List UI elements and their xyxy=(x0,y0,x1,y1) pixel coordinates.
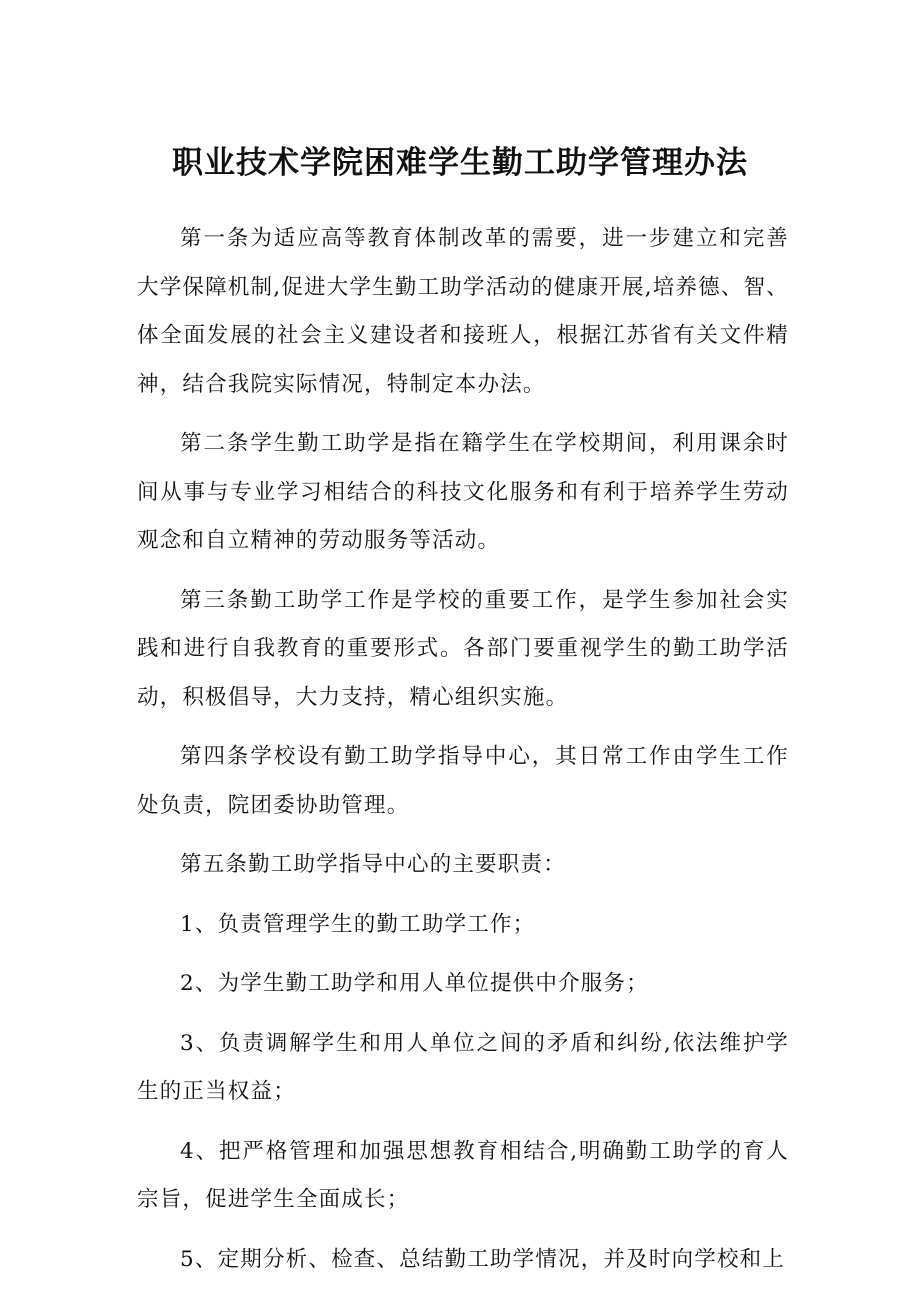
list-item-duty-4: 4、把严格管理和加强思想教育相结合,明确勤工助学的育人宗旨，促进学生全面成长； xyxy=(137,1138,789,1212)
document-title: 职业技术学院困难学生勤工助学管理办法 xyxy=(172,145,748,181)
paragraph-article-1: 第一条为适应高等教育体制改革的需要，进一步建立和完善大学保障机制,促进大学生勤工助学活动的健康开展,培养德、智、体全面发展的社会主义建设者和接班人，根据江苏省有关文件精神，结合我院实际情况，特制定本办法。 xyxy=(137,226,789,397)
list-item-duty-1: 1、负责管理学生的勤工助学工作； xyxy=(180,911,536,937)
list-item-duty-2: 2、为学生勤工助学和用人单位提供中介服务； xyxy=(180,971,649,996)
list-item-duty-3: 3、负责调解学生和用人单位之间的矛盾和纠纷,依法维护学生的正当权益； xyxy=(137,1030,789,1104)
list-item-duty-5: 5、定期分析、检查、总结勤工助学情况，并及时向学校和上 xyxy=(180,1246,786,1272)
paragraph-article-5: 第五条勤工助学指导中心的主要职责： xyxy=(180,852,566,877)
document-body xyxy=(137,215,789,1295)
paragraph-article-4: 第四条学校设有勤工助学指导中心，其日常工作由学生工作处负责，院团委协助管理。 xyxy=(137,744,789,818)
paragraph-article-2: 第二条学生勤工助学是指在籍学生在学校期间，利用课余时间从事与专业学习相结合的科技文化服务和有利于培养学生劳动观念和自立精神的劳动服务等活动。 xyxy=(137,431,789,553)
paragraph-article-3: 第三条勤工助学工作是学校的重要工作，是学生参加社会实践和进行自我教育的重要形式。各部门要重视学生的勤工助学活动，积极倡导，大力支持，精心组织实施。 xyxy=(137,587,789,710)
